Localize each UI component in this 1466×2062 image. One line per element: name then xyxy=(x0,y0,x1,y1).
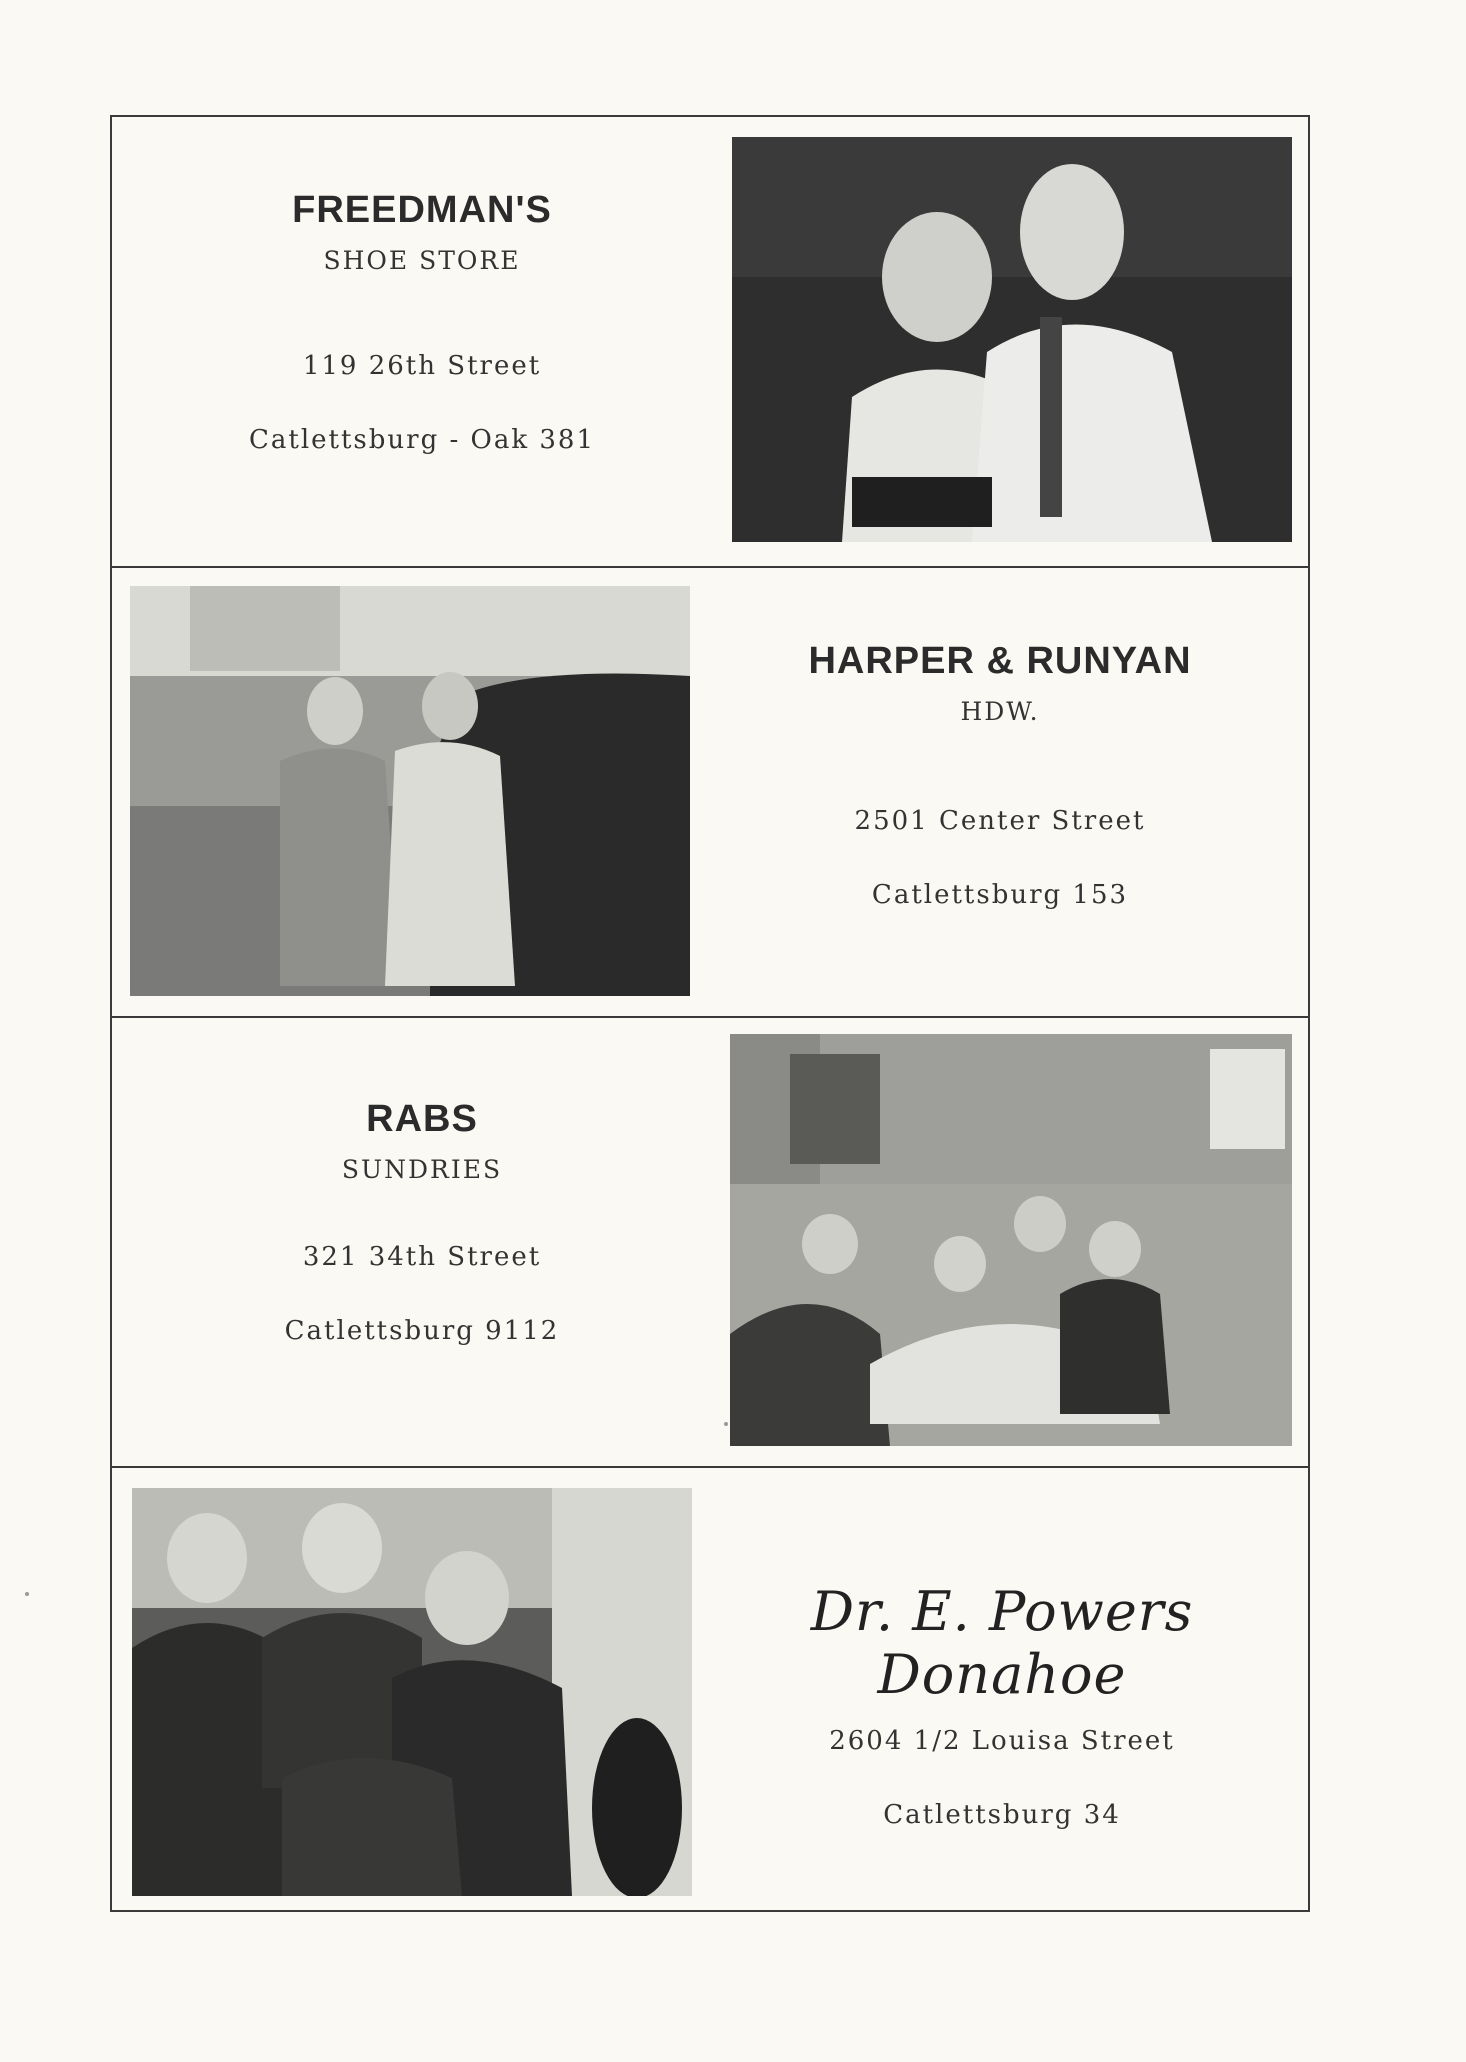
business-city-phone: Catlettsburg - Oak 381 xyxy=(248,425,596,455)
ad-donahoe-text xyxy=(692,1580,1312,1830)
ad-rabs-text xyxy=(112,1098,732,1346)
couple-photo xyxy=(732,137,1292,542)
print-speck xyxy=(724,1422,728,1426)
business-city-phone: Catlettsburg 153 xyxy=(871,880,1129,910)
business-name: Dr. E. Powers Donahoe xyxy=(810,1580,1194,1706)
ad-freedmans xyxy=(112,117,1308,566)
business-type: SUNDRIES xyxy=(341,1155,503,1184)
ad-donahoe xyxy=(112,1466,1308,1912)
four-girls-photo xyxy=(132,1488,692,1896)
ad-freedmans-text xyxy=(112,189,732,455)
ad-rabs xyxy=(112,1016,1308,1466)
two-women-by-car-photo xyxy=(130,586,690,996)
ad-harper-runyan-text xyxy=(690,640,1310,910)
business-name: RABS xyxy=(366,1098,478,1140)
business-city-phone: Catlettsburg 9112 xyxy=(284,1316,560,1346)
ad-harper-runyan xyxy=(112,566,1308,1016)
business-address: 2501 Center Street xyxy=(854,806,1146,836)
business-address: 119 26th Street xyxy=(302,351,542,381)
group-on-lawn-photo xyxy=(730,1034,1292,1446)
business-type: HDW. xyxy=(960,697,1040,726)
business-city-phone: Catlettsburg 34 xyxy=(883,1800,1121,1830)
business-name: FREEDMAN'S xyxy=(292,189,552,231)
business-address: 2604 1/2 Louisa Street xyxy=(829,1726,1175,1756)
business-address: 321 34th Street xyxy=(302,1242,542,1272)
page-speck xyxy=(25,1592,29,1596)
business-name: HARPER & RUNYAN xyxy=(808,640,1192,682)
business-type: SHOE STORE xyxy=(323,246,521,275)
ad-page-frame xyxy=(110,115,1310,1912)
